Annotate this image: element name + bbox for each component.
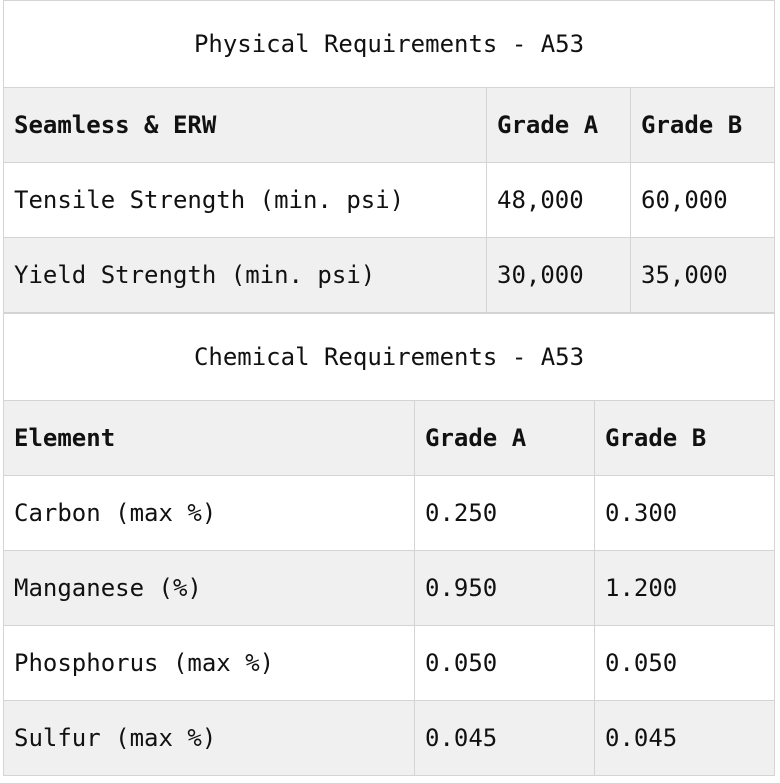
grade-b-value: 35,000 — [631, 238, 775, 313]
physical-table-title: Physical Requirements - A53 — [4, 1, 775, 88]
grade-a-value: 0.950 — [415, 551, 595, 626]
row-label: Manganese (%) — [4, 551, 415, 626]
column-header-element: Element — [4, 401, 415, 476]
table-row — [4, 701, 775, 776]
table-row — [4, 163, 775, 238]
table-row — [4, 626, 775, 701]
column-header-grade-b: Grade B — [595, 401, 775, 476]
column-header-grade-a: Grade A — [415, 401, 595, 476]
grade-b-value: 1.200 — [595, 551, 775, 626]
row-label: Sulfur (max %) — [4, 701, 415, 776]
table-row — [4, 238, 775, 313]
row-label: Carbon (max %) — [4, 476, 415, 551]
column-header-type: Seamless & ERW — [4, 88, 487, 163]
chemical-requirements-table — [3, 313, 775, 776]
table-header-row — [4, 401, 775, 476]
table-header-row — [4, 88, 775, 163]
grade-b-value: 0.300 — [595, 476, 775, 551]
grade-a-value: 0.050 — [415, 626, 595, 701]
grade-a-value: 0.250 — [415, 476, 595, 551]
table-row — [4, 476, 775, 551]
table-row — [4, 551, 775, 626]
row-label: Phosphorus (max %) — [4, 626, 415, 701]
grade-a-value: 30,000 — [487, 238, 631, 313]
column-header-grade-b: Grade B — [631, 88, 775, 163]
grade-a-value: 48,000 — [487, 163, 631, 238]
grade-b-value: 0.050 — [595, 626, 775, 701]
grade-a-value: 0.045 — [415, 701, 595, 776]
chemical-table-title: Chemical Requirements - A53 — [4, 314, 775, 401]
row-label: Tensile Strength (min. psi) — [4, 163, 487, 238]
row-label: Yield Strength (min. psi) — [4, 238, 487, 313]
grade-b-value: 0.045 — [595, 701, 775, 776]
column-header-grade-a: Grade A — [487, 88, 631, 163]
physical-requirements-table — [3, 0, 775, 313]
grade-b-value: 60,000 — [631, 163, 775, 238]
requirements-tables — [3, 0, 774, 776]
